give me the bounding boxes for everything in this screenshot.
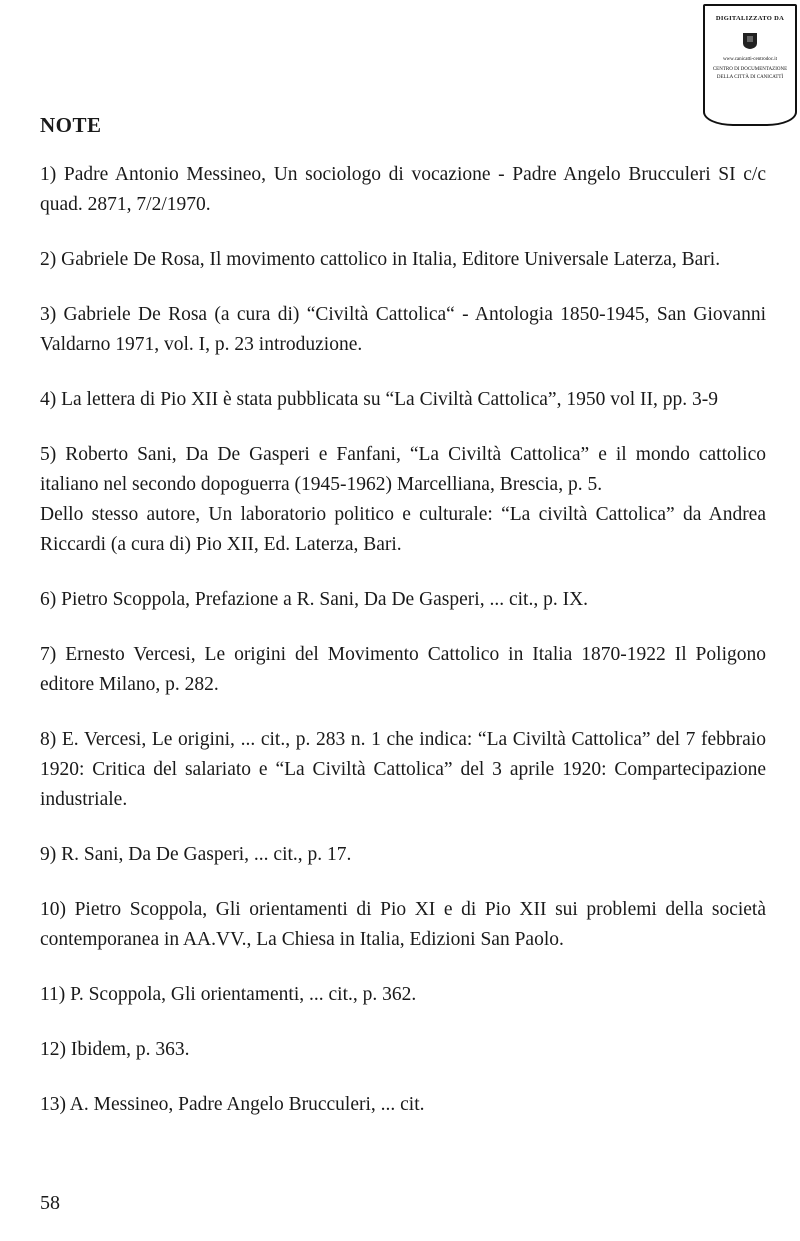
page-number: 58 [40,1192,60,1214]
note-item [40,980,766,1010]
note-item [40,1035,766,1065]
note-item [40,160,766,220]
note-item [40,585,766,615]
note-item [40,895,766,955]
note-item [40,1090,766,1120]
note-text: 6) Pietro Scoppola, Prefazione a R. Sani, Da De Gasperi, ... cit., p. IX. [40,589,589,610]
note-text: 12) Ibidem, p. 363. [40,1039,190,1060]
notes-list [40,160,766,1145]
note-item [40,440,766,560]
note-text: 13) A. Messineo, Padre Angelo Brucculeri, ... cit. [40,1094,425,1115]
note-text: 11) P. Scoppola, Gli orientamenti, ... cit., p. 362. [40,984,417,1005]
stamp-url: www.canicatti-centrodoc.it [722,57,778,62]
note-text: 5) Roberto Sani, Da De Gasperi e Fanfani, “La Civiltà Cattolica” e il mondo cattolico italiano nel secondo dopoguerra (1945-1962) Marcelliana, Brescia, p. 5. [40,444,766,495]
page-heading: NOTE [40,113,102,137]
digitization-stamp [703,4,797,126]
note-text: 1) Padre Antonio Messineo, Un sociologo di vocazione - Padre Angelo Brucculeri SI c/c quad. 2871, 7/2/1970. [40,164,766,215]
note-item [40,245,766,275]
note-item [40,840,766,870]
note-text: 3) Gabriele De Rosa (a cura di) “Civiltà Cattolica“ - Antologia 1850-1945, San Giovanni Valdarno 1971, vol. I, p. 23 introduzione. [40,304,766,355]
stamp-title: DIGITALIZZATO DA [715,15,785,22]
note-text: Dello stesso autore, Un laboratorio politico e culturale: “La civiltà Cattolica” da Andrea Riccardi (a cura di) Pio XII, Ed. Laterza, Bari. [40,504,766,555]
note-item [40,725,766,815]
stamp-line-1: CENTRO DI DOCUMENTAZIONE [712,67,788,72]
note-text: 2) Gabriele De Rosa, Il movimento cattolico in Italia, Editore Universale Laterza, Bari. [40,249,721,270]
note-text: 8) E. Vercesi, Le origini, ... cit., p. 283 n. 1 che indica: “La Civiltà Cattolica” del 7 febbraio 1920: Critica del salariato e “La Civiltà Cattolica” del 3 aprile 1920: Compartecipazione industriale. [40,729,766,810]
note-text: 7) Ernesto Vercesi, Le origini del Movimento Cattolico in Italia 1870-1922 Il Poligono editore Milano, p. 282. [40,644,766,695]
note-text: 9) R. Sani, Da De Gasperi, ... cit., p. 17. [40,844,352,865]
stamp-line-2: DELLA CITTÀ DI CANICATTÌ [716,75,784,80]
note-text: 4) La lettera di Pio XII è stata pubblicata su “La Civiltà Cattolica”, 1950 vol II, pp. 3-9 [40,389,718,410]
note-text: 10) Pietro Scoppola, Gli orientamenti di Pio XI e di Pio XII sui problemi della società contemporanea in AA.VV., La Chiesa in Italia, Edizioni San Paolo. [40,899,766,950]
note-item [40,640,766,700]
note-item [40,385,766,415]
crest-icon [742,32,758,50]
note-item [40,300,766,360]
